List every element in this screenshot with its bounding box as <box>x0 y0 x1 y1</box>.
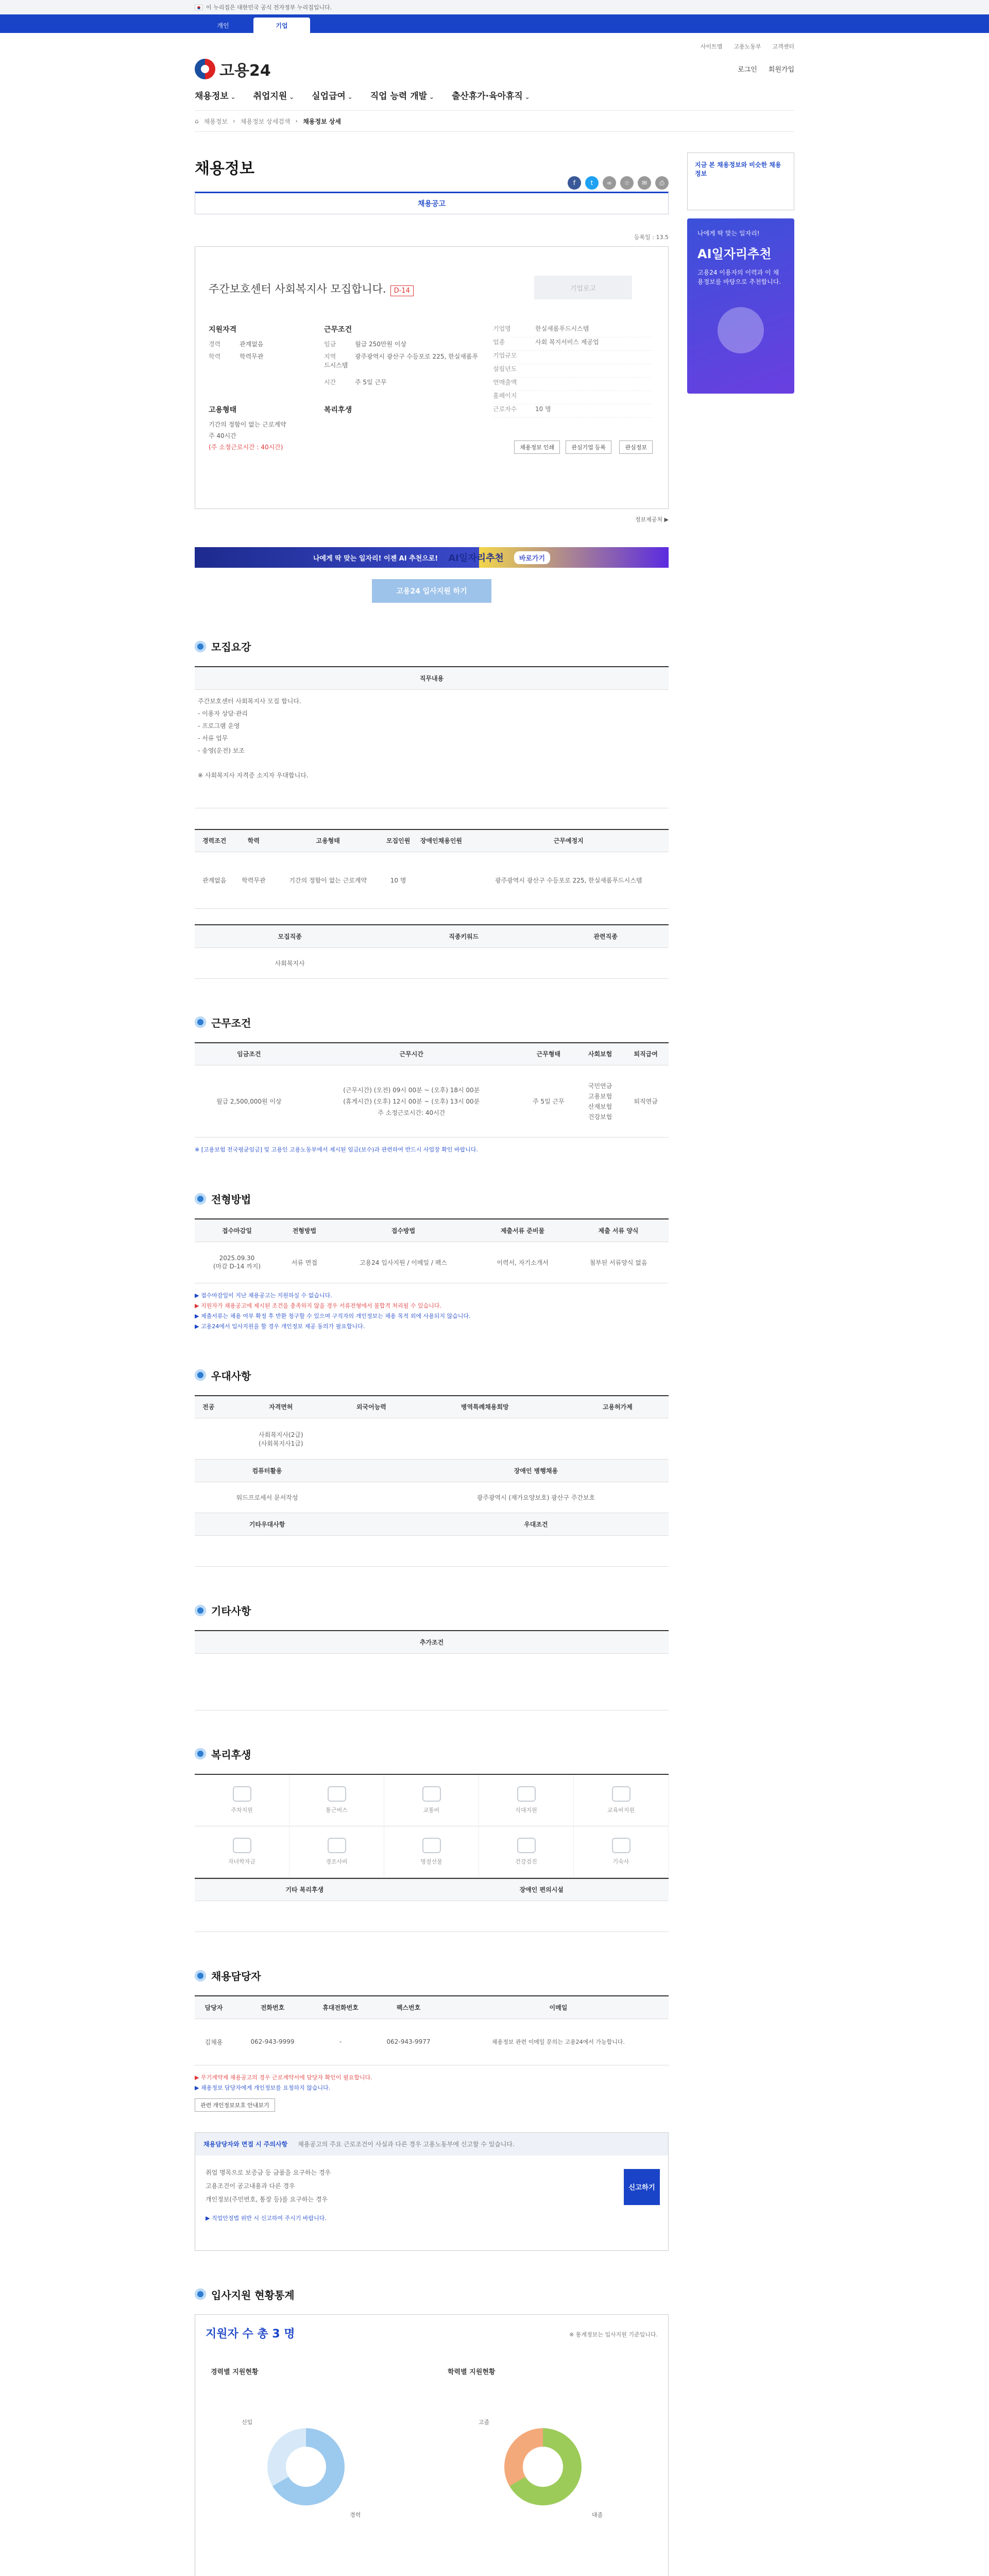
table-cell: 관계없음 <box>195 852 234 909</box>
section-title: 우대사항 <box>195 1368 669 1383</box>
content-wrapper <box>195 132 794 2576</box>
chart-label: 신입 <box>242 2418 253 2426</box>
welfare-item: 주차지원 <box>195 1775 289 1826</box>
meal-icon <box>517 1786 536 1802</box>
contact-notes: ▶ 무기계약제 채용공고의 경우 근로계약서에 담당자 확인이 필요합니다. ▶ 채용정보 담당자에게 개인정보를 요청하지 않습니다. <box>195 2074 372 2091</box>
user-type-tabs <box>0 14 989 33</box>
section-title: 모집요강 <box>195 639 669 654</box>
health-icon <box>517 1838 536 1853</box>
nav-unemployment[interactable]: 실업급여 ⌄ <box>312 89 353 101</box>
tab-job-posting[interactable]: 채용공고 <box>195 192 669 214</box>
site-logo[interactable] <box>195 58 271 80</box>
stats-box <box>195 2314 669 2576</box>
job-content-table <box>195 666 669 808</box>
sitemap-link[interactable]: 사이트맵 <box>700 43 723 50</box>
wage-line: 임금 월급 250만원 이상 <box>324 341 407 348</box>
breadcrumb-current: 채용정보 상세 <box>303 117 341 125</box>
chart-title: 경력별 지원현황 <box>211 2368 259 2376</box>
similar-jobs-box[interactable]: 지금 본 채용정보와 비슷한 채용정보 <box>687 152 794 210</box>
selection-notes: ▶ 접수마감일이 지난 채용공고는 지원하실 수 없습니다. ▶ 지원자가 채용공고에 제시된 조건을 충족하지 않을 경우 서류전형에서 불합격 처리될 수 있습니다. ▶ 제출서류는 채용 여부 확정 후 반환 청구할 수 있으며 구직자의 개인정보는 채용 목적 외에 사용되지 않습니다. ▶ 고용24에서 입사지원을 할 경우 개인정보 제공 동의가 필요합니다. <box>195 1292 471 1330</box>
section-title: 전형방법 <box>195 1191 669 1206</box>
welfare-item: 교통비 <box>384 1775 479 1826</box>
area-line: 지역 광주광역시 광산구 수등포로 225, 한실새롬푸드시스템 <box>324 353 479 369</box>
bus-icon <box>328 1786 346 1802</box>
info-row: 업종 사회 복지서비스 제공업 <box>493 337 653 351</box>
job-title: 주간보호센터 사회복지사 모집합니다. D-14 <box>209 281 414 296</box>
site-header <box>195 33 794 110</box>
section-work-conditions <box>195 1015 669 1156</box>
apply-qualification-heading: 지원자격 <box>209 326 237 334</box>
twitter-icon[interactable]: t <box>585 176 599 190</box>
section-title: 복리후생 <box>195 1747 669 1761</box>
section-selection <box>195 1191 669 1332</box>
job-description: 주간보호센터 사회복지사 모집 합니다. - 이용자 상담·관리 - 프로그램 운영 - 서류 업무 - 송영(운전) 보조 ※ 사회복지사 자격증 소지자 우대합니다. <box>195 689 669 808</box>
login-link[interactable]: 로그인 <box>738 66 757 74</box>
apply-button[interactable]: 고용24 입사지원 하기 <box>372 579 491 603</box>
education-icon <box>612 1786 630 1802</box>
home-icon[interactable]: ⌂ <box>195 117 199 125</box>
interview-warning-box: 채용담당자와 면접 시 주의사항 채용공고의 주요 근로조건이 사실과 다른 경우 고용노동부에 신고할 수 있습니다. 취업 명목으로 보증금 등 금품을 요구하는 경우 고용조건이 공고내용과 다른 경우 개인정보(주민번호, 통장 등)를 요구하는 경우 ▶ 직업안정법 위반 시 신고하여 주시기 바랍니다. 신고하기 <box>195 2132 669 2251</box>
job-summary-card <box>195 246 669 509</box>
section-title: 채용담당자 <box>195 1968 669 1983</box>
employment-type-heading: 고용형태 <box>209 406 237 414</box>
interest-button[interactable]: 관심정보 <box>619 440 653 454</box>
work-condition-heading: 근무조건 <box>324 326 352 334</box>
table-cell: 학력무관 <box>234 852 273 909</box>
breadcrumb-item[interactable]: 채용정보 상세검색 <box>240 117 291 125</box>
warning-text: 채용공고의 주요 근로조건이 사실과 다른 경우 고용노동부에 신고할 수 있습니다. <box>298 2141 515 2148</box>
section-title: 기타사항 <box>195 1603 669 1618</box>
ad-text: 나에게 딱 맞는 일자리! 이젠 AI 추천으로! <box>313 554 438 563</box>
korea-flag-icon <box>195 5 203 10</box>
applicant-count: 지원자 수 총 3 명 <box>206 2327 295 2341</box>
ai-recommend-banner[interactable] <box>195 547 669 568</box>
welfare-item: 명절선물 <box>384 1826 479 1878</box>
gift-icon <box>328 1838 346 1853</box>
note-text: ※ [고용보험 전국평균임금] 및 고용인 고용노동부에서 제시된 임금(보수)과 관련하여 반드시 사업장 확인 바랍니다. <box>195 1146 479 1153</box>
section-title: 근무조건 <box>195 1015 669 1030</box>
link-icon[interactable]: ∞ <box>603 176 616 190</box>
report-link[interactable]: 정보제공처 ▶ <box>635 516 669 523</box>
welfare-item: 교육비지원 <box>574 1775 669 1826</box>
dormitory-icon <box>612 1838 630 1853</box>
company-logo: 기업로고 <box>534 276 632 299</box>
table-cell: 10 명 <box>383 852 414 909</box>
welfare-item: 기숙사 <box>574 1826 669 1878</box>
nav-jobs[interactable]: 채용정보 ⌄ <box>195 89 236 101</box>
robot-icon <box>718 307 764 353</box>
info-row: 기업규모 <box>493 351 653 364</box>
tab-personal[interactable]: 개인 <box>217 22 229 29</box>
warning-footnote: ▶ 직업안정법 위반 시 신고하여 주시기 바랍니다. <box>206 2214 327 2222</box>
info-row: 연매출액 <box>493 378 653 391</box>
utility-links <box>701 42 794 50</box>
info-row: 설립년도 <box>493 364 653 378</box>
welfare-grid <box>195 1774 669 1878</box>
info-row: 근로자수 10 명 <box>493 404 653 418</box>
section-welfare <box>195 1747 669 1933</box>
chart-label: 대졸 <box>592 2511 603 2518</box>
welfare-item: 자녀학자금 <box>195 1826 289 1878</box>
welfare-heading: 복리후생 <box>324 406 352 414</box>
stats-note: ※ 통계정보는 입사지원 기준입니다. <box>569 2331 658 2338</box>
scrap-button[interactable]: 관심기업 등록 <box>566 440 611 454</box>
info-row: 홈페이지 <box>493 391 653 404</box>
section-title: 입사지원 현황통계 <box>195 2287 669 2302</box>
contract-hours: (주 소정근로시간 : 40시간) <box>209 444 283 451</box>
welfare-item: 식대지원 <box>479 1775 574 1826</box>
sidebar <box>687 132 794 394</box>
welfare-item: 통근버스 <box>289 1775 384 1826</box>
contact-table: 담당자 전화번호 휴대전화번호 팩스번호 이메일 김채용 062-943-9999 - 062-943-9977 채용정보 관련 이메일 문의는 고용24에서 가능합니다. <box>195 1995 669 2065</box>
logo-text: 고용24 <box>219 62 271 80</box>
welfare-item: 건강검진 <box>479 1826 574 1878</box>
nav-training[interactable]: 직업 능력 개발 ⌄ <box>370 89 434 101</box>
breadcrumb: ⌂ 채용정보 › 채용정보 상세검색 › 채용정보 상세 <box>195 110 794 132</box>
section-recruit <box>195 639 669 979</box>
report-violation-button[interactable]: 신고하기 <box>624 2169 660 2205</box>
education-line: 학력 학력무관 <box>209 353 264 360</box>
main-content <box>195 132 669 2576</box>
breadcrumb-item[interactable]: 채용정보 <box>203 117 228 125</box>
time-line: 시간 주 5일 근무 <box>324 379 387 386</box>
gov-banner-text: 이 누리집은 대한민국 공식 전자정부 누리집입니다. <box>206 4 332 11</box>
page-title: 채용정보 <box>195 160 254 178</box>
section-preferences <box>195 1368 669 1567</box>
gov-emblem-icon <box>195 59 215 79</box>
education-donut-chart <box>504 2428 582 2505</box>
recruit-conditions-table: 경력조건 학력 고용형태 모집인원 장애인채용인원 근무예정지 관계없음 학력무관 기간의 정함이 없는 근로계약 10 명 광주광역시 광산구 수등포로 225, 한실새롬푸드시스템 <box>195 829 669 909</box>
section-stats <box>195 2287 669 2576</box>
etc-table: 추가조건 <box>195 1630 669 1710</box>
holiday-icon <box>422 1838 441 1853</box>
dday-badge: D-14 <box>390 285 414 296</box>
gov-banner <box>0 0 989 14</box>
preferences-table: 전공 자격면허 외국어능력 병역특례채용희망 고용허가제 사회복지사(2급) (사회복지사1급) 컴퓨터활용 장애인 병행채용 워드프로세서 문서작성 광주광역시 (재가요양보호) 광산구 주간보호 기타우대사항 우대조건 <box>195 1395 669 1567</box>
posting-date: 등록일 : 13.5 <box>634 234 669 241</box>
chart-label: 경력 <box>350 2511 361 2518</box>
account-links <box>738 64 794 74</box>
join-link[interactable]: 회원가입 <box>768 66 794 74</box>
privacy-guide-button[interactable]: 관련 개인정보보호 안내보기 <box>195 2098 275 2112</box>
work-hours: 주 40시간 <box>209 432 236 439</box>
career-donut-chart <box>267 2428 345 2505</box>
career-line: 경력 관계없음 <box>209 341 264 348</box>
facebook-icon[interactable]: f <box>568 176 581 190</box>
info-row: 기업명 한실새롬푸드시스템 <box>493 324 653 337</box>
main-nav <box>195 89 530 101</box>
welfare-extra-table: 기타 복리후생 장애인 편의시설 <box>195 1878 669 1933</box>
ministry-link[interactable]: 고용노동부 <box>734 43 761 50</box>
mail-icon[interactable]: ✉ <box>638 176 651 190</box>
tab-company[interactable]: 기업 <box>253 18 310 33</box>
employment-type: 기간의 정함이 없는 근로계약 <box>209 421 286 428</box>
ai-recommend-side-banner[interactable]: 나에게 딱 맞는 일자리! AI일자리추천 고용24 이용자의 이력과 이 채용정보를 바탕으로 추천합니다. <box>687 218 794 394</box>
ad-headline: AI일자리추천 <box>448 553 504 564</box>
child-icon <box>233 1838 251 1853</box>
company-info <box>493 324 653 418</box>
parking-icon <box>233 1786 251 1802</box>
job-category-table: 모집직종 직종키워드 관련직종 사회복지사 <box>195 924 669 979</box>
warning-title: 채용담당자와 면접 시 주의사항 <box>203 2141 288 2148</box>
transport-icon <box>422 1786 441 1802</box>
table-header: 직무내용 <box>195 667 669 689</box>
chart-title: 학력별 지원현황 <box>448 2368 496 2376</box>
work-conditions-table: 임금조건 근무시간 근무형태 사회보험 퇴직급여 월급 2,500,000원 이상 (근무시간) (오전) 09시 00분 ~ (오후) 18시 00분 (휴게시간) (오후) 12시 00분 ~ (오후) 13시 00분 주 소정근로시간: 40시간 주 5일 근무 국민연금 고용보험 산재보험 건강보험 퇴직연금 <box>195 1042 669 1138</box>
share-buttons <box>568 176 669 190</box>
chart-label: 고졸 <box>479 2418 490 2426</box>
table-cell: 광주광역시 광산구 수등포로 225, 한실새롬푸드시스템 <box>468 852 669 909</box>
nav-parental-leave[interactable]: 출산휴가·육아휴직 ⌄ <box>452 89 530 101</box>
print-icon[interactable]: ⎙ <box>655 176 669 190</box>
bookmark-icon[interactable]: ☆ <box>620 176 634 190</box>
welfare-item: 경조사비 <box>289 1826 384 1878</box>
nav-employment-support[interactable]: 취업지원 ⌄ <box>253 89 295 101</box>
table-cell <box>414 852 468 909</box>
print-button[interactable]: 채용정보 인쇄 <box>514 440 560 454</box>
table-cell: 기간의 정함이 없는 근로계약 <box>274 852 383 909</box>
section-contact <box>195 1968 669 2112</box>
selection-table: 접수마감일 전형방법 접수방법 제출서류 준비물 제출 서류 양식 2025.09.30 (마감 D-14 까지) 서류 면접 고용24 입사지원 / 이메일 / 팩스 이력서, 자기소개서 첨부된 서류양식 없음 <box>195 1218 669 1283</box>
helpdesk-link[interactable]: 고객센터 <box>772 43 794 50</box>
ad-go-button[interactable]: 바로가기 <box>514 551 550 564</box>
section-etc <box>195 1603 669 1710</box>
